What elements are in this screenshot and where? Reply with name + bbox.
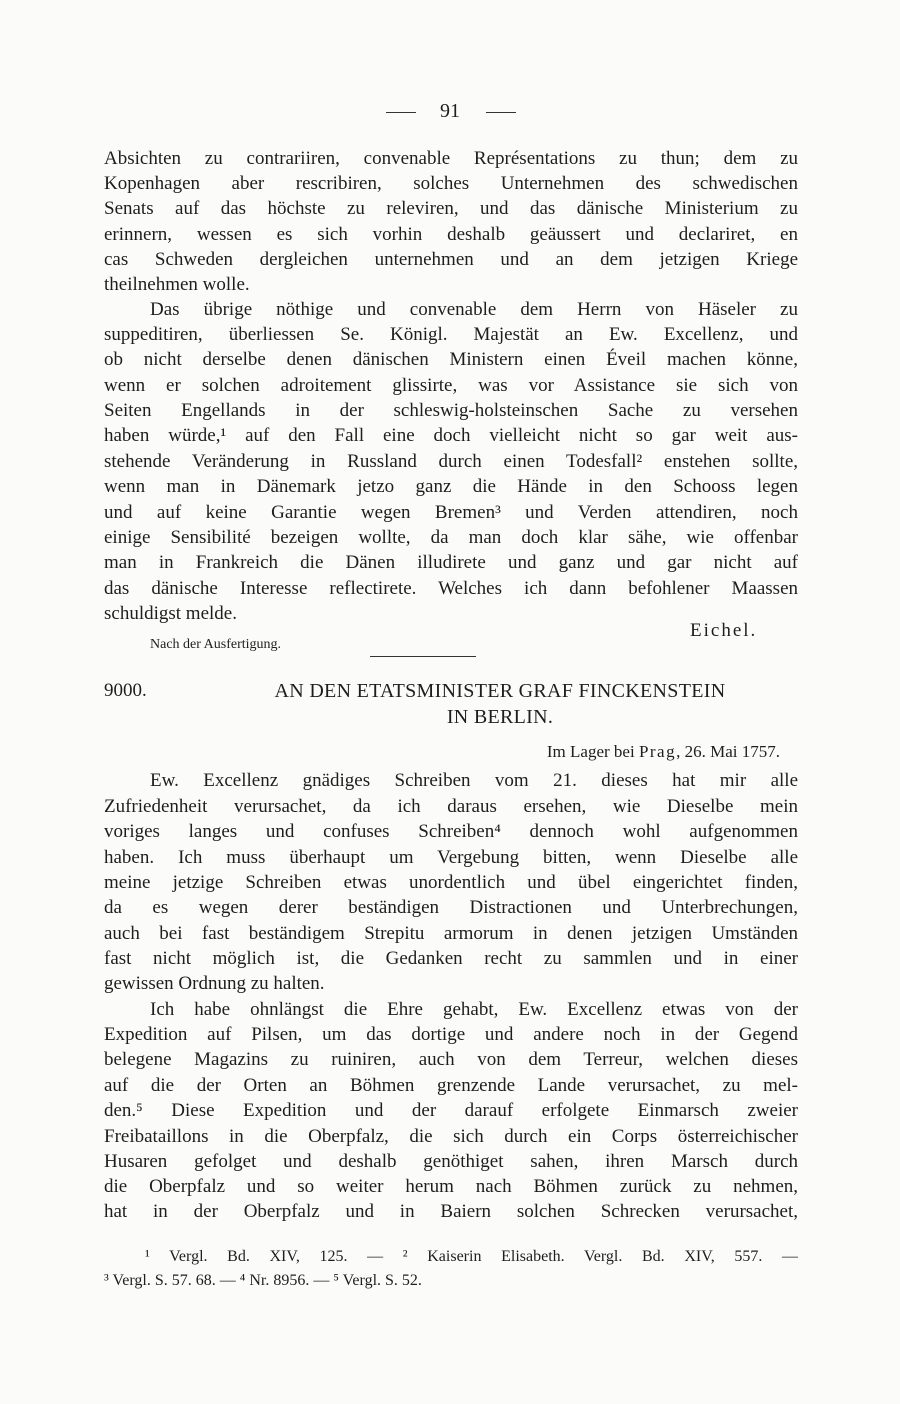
text-line: suppeditiren, überliessen Se. Königl. Majestät an Ew. Excellenz, und (104, 324, 798, 345)
text-line: wenn er solchen adroitement glissirte, was vor Assistance sie sich von (104, 375, 798, 396)
text-line: Seiten Engellands in der schleswig-holsteinschen Sache zu versehen (104, 400, 798, 421)
text-line: auf die der Orten an Böhmen grenzende Lande verursachet, zu mel- (104, 1075, 798, 1096)
text-line: stehende Veränderung in Russland durch einen Todesfall² enstehen sollte, (104, 451, 798, 472)
text-line: Senats auf das höchste zu releviren, und das dänische Ministerium zu (104, 198, 798, 219)
text-line: Ew. Excellenz gnädiges Schreiben vom 21. dieses hat mir alle (150, 770, 798, 791)
text-line: theilnehmen wolle. (104, 274, 250, 295)
page-number: 91 (440, 100, 460, 122)
text-line: haben würde,¹ auf den Fall eine doch vielleicht nicht so gar weit aus- (104, 425, 798, 446)
text-line: Husaren gefolget und deshalb genöthiget sahen, ihren Marsch durch (104, 1151, 798, 1172)
text-line: cas Schweden dergleichen unternehmen und an dem jetzigen Kriege (104, 249, 798, 270)
section-divider (370, 656, 476, 657)
place-date-place: Prag (638, 742, 677, 761)
text-line: meine jetzige Schreiben etwas unordentlich und übel eingerichtet finden, (104, 872, 798, 893)
text-line: hat in der Oberpfalz und in Baiern solchen Schrecken verursachet, (104, 1201, 798, 1222)
source-note: Nach der Ausfertigung. (150, 637, 282, 652)
letter-heading-line2: IN BERLIN. (446, 706, 554, 728)
place-date-suffix: , 26. Mai 1757. (676, 742, 780, 761)
text-line: Freibataillons in die Oberpfalz, die sich durch ein Corps österreichischer (104, 1126, 798, 1147)
text-line: schuldigst melde. (104, 603, 237, 624)
signature: Eichel. (690, 620, 758, 641)
text-line: man in Frankreich die Dänen illudirete und ganz und gar nicht auf (104, 552, 798, 573)
letter-number: 9000. (104, 680, 147, 701)
place-date (470, 742, 780, 762)
text-line: Zufriedenheit verursachet, da ich daraus ersehen, wie Dieselbe mein (104, 796, 798, 817)
text-line: die Oberpfalz und so weiter herum nach Böhmen zurück zu nehmen, (104, 1176, 798, 1197)
text-line: haben. Ich muss überhaupt um Vergebung bitten, wenn Dieselbe alle (104, 847, 798, 868)
text-line: gewissen Ordnung zu halten. (104, 973, 325, 994)
text-line: belegene Magazins zu ruiniren, auch von dem Terreur, welchen dieses (104, 1049, 798, 1070)
text-line: das dänische Interesse reflectirete. Welches ich dann befohlener Maassen (104, 578, 798, 599)
text-line: Das übrige nöthige und convenable dem Herrn von Häseler zu (150, 299, 798, 320)
text-line: da es wegen derer beständigen Distractionen und Unterbrechungen, (104, 897, 798, 918)
text-line: Expedition auf Pilsen, um das dortige und andere noch in der Gegend (104, 1024, 798, 1045)
text-line: Ich habe ohnlängst die Ehre gehabt, Ew. Excellenz etwas von der (150, 999, 798, 1020)
text-line: ob nicht derselbe denen dänischen Ministern einen Éveil machen könne, (104, 349, 798, 370)
text-line: Absichten zu contrariiren, convenable Représentations zu thun; dem zu (104, 148, 798, 169)
text-line: einige Sensibilité bezeigen wollte, da man doch klar sähe, wie offenbar (104, 527, 798, 548)
footnote-line: ³ Vergl. S. 57. 68. — ⁴ Nr. 8956. — ⁵ Vergl. S. 52. (104, 1272, 422, 1289)
page-number-right-dash (486, 112, 516, 113)
text-line: fast nicht möglich ist, die Gedanken recht zu sammlen und in einer (104, 948, 798, 969)
letter-heading-line1: AN DEN ETATSMINISTER GRAF FINCKENSTEIN (274, 680, 726, 702)
text-line: den.⁵ Diese Expedition und der darauf erfolgete Einmarsch zweier (104, 1100, 798, 1121)
text-line: Kopenhagen aber rescribiren, solches Unternehmen des schwedischen (104, 173, 798, 194)
text-line: erinnern, wessen es sich vorhin deshalb geäussert und declariret, en (104, 224, 798, 245)
text-line: wenn man in Dänemark jetzo ganz die Hände in den Schooss legen (104, 476, 798, 497)
text-line: voriges langes und confuses Schreiben⁴ dennoch wohl aufgenommen (104, 821, 798, 842)
footnote-line: ¹ Vergl. Bd. XIV, 125. — ² Kaiserin Elisabeth. Vergl. Bd. XIV, 557. — (145, 1248, 798, 1265)
page-number-left-dash (386, 112, 416, 113)
text-line: auch bei fast beständigem Strepitu armorum in denen jetzigen Umständen (104, 923, 798, 944)
text-line: und auf keine Garantie wegen Bremen³ und Verden attendiren, noch (104, 502, 798, 523)
place-date-prefix: Im Lager bei (546, 742, 639, 761)
